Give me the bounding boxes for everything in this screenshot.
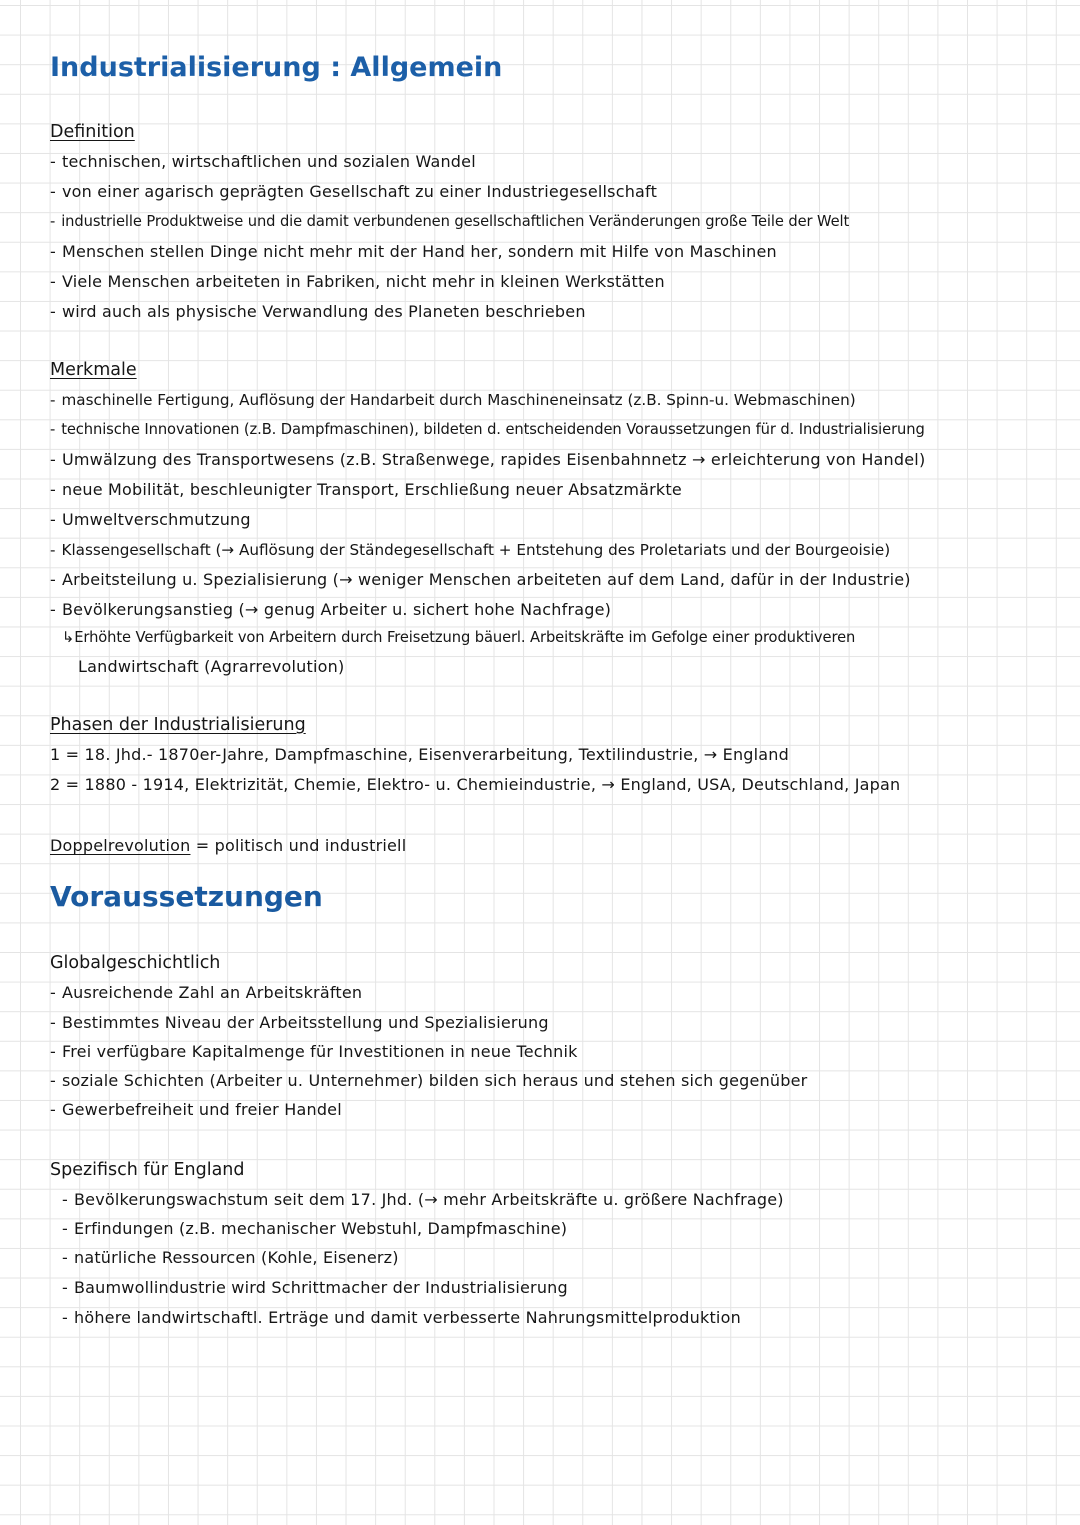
merkmale-item xyxy=(50,420,925,440)
global-item xyxy=(50,1013,549,1033)
global-item xyxy=(50,1100,342,1120)
definition-item-text: technischen, wirtschaftlichen und sozialen Wandel xyxy=(61,152,476,171)
definition-item xyxy=(50,242,777,262)
definition-item xyxy=(50,212,849,232)
merkmale-item-text: Klassengesellschaft (→ Auflösung der Ständegesellschaft + Entstehung des Proletariats und der Bourgeoisie) xyxy=(61,541,891,559)
bullet-dash: - xyxy=(50,242,56,261)
definition-item-text: Menschen stellen Dinge nicht mehr mit der Hand her, sondern mit Hilfe von Maschinen xyxy=(61,242,777,261)
section-title-voraussetzungen: Voraussetzungen xyxy=(50,880,323,913)
bullet-dash: - xyxy=(50,570,56,589)
merkmale-item-text: technische Innovationen (z.B. Dampfmaschinen), bildeten d. entscheidenden Voraussetzungen für d. Industrialisierung xyxy=(61,421,925,438)
bullet-dash: - xyxy=(50,302,56,321)
bullet-dash: - xyxy=(50,983,56,1002)
global-item-text: Bestimmtes Niveau der Arbeitsstellung und Spezialisierung xyxy=(61,1013,549,1032)
bullet-dash: - xyxy=(62,1308,68,1327)
phasen-item: 1 = 18. Jhd.- 1870er-Jahre, Dampfmaschine, Eisenverarbeitung, Textilindustrie, → England xyxy=(50,745,790,764)
england-item-text: höhere landwirtschaftl. Erträge und damit verbesserte Nahrungsmittelproduktion xyxy=(73,1308,741,1327)
merkmale-item xyxy=(50,570,911,590)
england-item-text: natürliche Ressourcen (Kohle, Eisenerz) xyxy=(73,1248,399,1267)
bullet-dash: - xyxy=(50,421,56,438)
bullet-dash: - xyxy=(50,510,56,529)
definition-item xyxy=(50,182,657,202)
global-heading: Globalgeschichtlich xyxy=(50,953,221,973)
definition-heading: Definition xyxy=(50,122,135,142)
definition-item xyxy=(50,152,476,172)
bullet-dash: - xyxy=(50,152,56,171)
global-item-text: Ausreichende Zahl an Arbeitskräften xyxy=(61,983,363,1002)
bullet-dash: - xyxy=(62,1248,68,1267)
global-item xyxy=(50,1042,578,1062)
global-item xyxy=(50,983,362,1003)
merkmale-item xyxy=(50,450,925,470)
merkmale-item-text: neue Mobilität, beschleunigter Transport, Erschließung neuer Absatzmärkte xyxy=(61,480,682,499)
bullet-dash: - xyxy=(62,1278,68,1297)
england-item xyxy=(62,1278,568,1298)
merkmale-subpoint xyxy=(62,628,855,648)
bullet-dash: - xyxy=(50,1042,56,1061)
merkmale-item xyxy=(50,540,890,560)
merkmale-subpoint-text: Erhöhte Verfügbarkeit von Arbeitern durch Freisetzung bäuerl. Arbeitskräfte im Gefolge einer produktiveren xyxy=(74,629,856,646)
bullet-dash: - xyxy=(62,1190,68,1209)
merkmale-item xyxy=(50,480,682,500)
definition-item-text: wird auch als physische Verwandlung des Planeten beschrieben xyxy=(61,302,586,321)
bullet-dash: - xyxy=(50,541,56,559)
england-item xyxy=(62,1308,741,1328)
bullet-dash: - xyxy=(50,272,56,291)
merkmale-item-text: Bevölkerungsanstieg (→ genug Arbeiter u. sichert hohe Nachfrage) xyxy=(61,600,612,619)
phasen-item: 2 = 1880 - 1914, Elektrizität, Chemie, Elektro- u. Chemieindustrie, → England, USA, Deutschland, Japan xyxy=(50,775,901,794)
merkmale-item xyxy=(50,390,856,410)
england-item xyxy=(62,1248,399,1268)
page-title: Industrialisierung : Allgemein xyxy=(50,52,503,83)
england-item xyxy=(62,1219,567,1239)
merkmale-item xyxy=(50,600,611,620)
bullet-dash: - xyxy=(62,1219,68,1238)
merkmale-item-text: Arbeitsteilung u. Spezialisierung (→ weniger Menschen arbeiteten auf dem Land, dafür in der Industrie) xyxy=(61,570,911,589)
merkmale-item xyxy=(50,510,251,530)
definition-item xyxy=(50,272,665,292)
global-item-text: soziale Schichten (Arbeiter u. Unternehmer) bilden sich heraus und stehen sich gegenüber xyxy=(61,1071,808,1090)
england-item-text: Erfindungen (z.B. mechanischer Webstuhl, Dampfmaschine) xyxy=(73,1219,568,1238)
bullet-dash: - xyxy=(50,182,56,201)
merkmale-item-text: maschinelle Fertigung, Auflösung der Handarbeit durch Maschineneinsatz (z.B. Spinn-u. Webmaschinen) xyxy=(61,391,856,409)
doppelrevolution-term: Doppelrevolution xyxy=(50,836,191,855)
definition-item-text: Viele Menschen arbeiteten in Fabriken, nicht mehr in kleinen Werkstätten xyxy=(61,272,665,291)
bullet-dash: - xyxy=(50,391,56,409)
global-item-text: Gewerbefreiheit und freier Handel xyxy=(61,1100,342,1119)
bullet-dash: - xyxy=(50,1071,56,1090)
merkmale-item-text: Umwälzung des Transportwesens (z.B. Straßenwege, rapides Eisenbahnnetz → erleichterung von Handel) xyxy=(61,450,926,469)
doppelrevolution-text: = politisch und industriell xyxy=(190,836,407,855)
global-item xyxy=(50,1071,807,1091)
england-item-text: Bevölkerungswachstum seit dem 17. Jhd. (→ mehr Arbeitskräfte u. größere Nachfrage) xyxy=(73,1190,784,1209)
merkmale-heading: Merkmale xyxy=(50,360,137,380)
merkmale-item-text: Umweltverschmutzung xyxy=(61,510,251,529)
merkmale-subpoint-continued: Landwirtschaft (Agrarrevolution) xyxy=(78,657,345,676)
bullet-dash: - xyxy=(50,1013,56,1032)
definition-item-text: von einer agarisch geprägten Gesellschaft zu einer Industriegesellschaft xyxy=(61,182,658,201)
phasen-heading: Phasen der Industrialisierung xyxy=(50,715,306,735)
definition-item-text: industrielle Produktweise und die damit verbundenen gesellschaftlichen Veränderungen große Teile der Welt xyxy=(61,213,850,230)
sub-arrow-icon: ↳ xyxy=(62,629,75,646)
global-item-text: Frei verfügbare Kapitalmenge für Investitionen in neue Technik xyxy=(61,1042,578,1061)
bullet-dash: - xyxy=(50,1100,56,1119)
bullet-dash: - xyxy=(50,213,56,230)
england-item xyxy=(62,1190,784,1210)
bullet-dash: - xyxy=(50,600,56,619)
england-heading: Spezifisch für England xyxy=(50,1160,245,1180)
bullet-dash: - xyxy=(50,450,56,469)
doppelrevolution-definition xyxy=(50,836,406,856)
bullet-dash: - xyxy=(50,480,56,499)
england-item-text: Baumwollindustrie wird Schrittmacher der Industrialisierung xyxy=(73,1278,568,1297)
definition-item xyxy=(50,302,586,322)
